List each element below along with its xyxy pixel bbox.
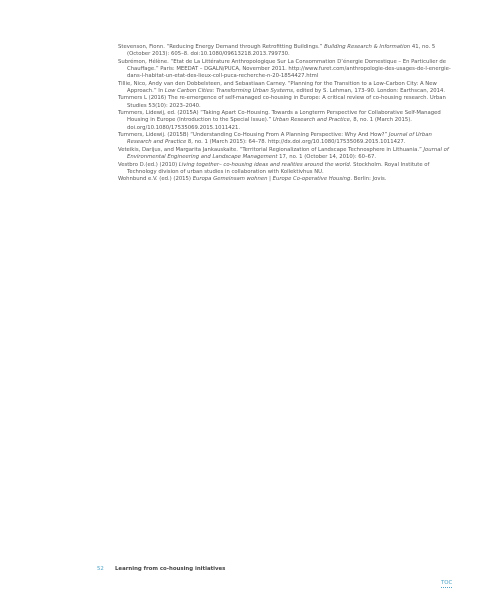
reference-entry: Tummers L (2016) The re-emergence of self-managed co-housing in Europe: A critical review of co-housing research. Urban Studies 53(10): 2023–2040.	[118, 95, 446, 109]
reference-entry: Subrémon, Hélène. “Etat de La Littérature Anthropologique Sur La Consommation D’énergie Domestique – En Particulier de Chauffage.” Paris: MEEDAT – DGALN/PUCA, November 2011. http://www.furet.com/anthropologie-des-usages-de-l-energie-dans-l-habitat-un-etat-des-lieux-coll-puca-recherche-n-20-1854427.html	[118, 58, 451, 80]
page-number: 52	[97, 566, 104, 572]
reference-list	[118, 44, 458, 184]
reference-entry: Veteikis, Darijus, and Margarita Jankauskaite. “Territorial Regionalization of Landscape Technosphere in Lithuania.” Journal of Environmental Engineering and Landscape Management 17, no. 1 (October 14, 2010): 60–67.	[118, 146, 449, 161]
reference-entry: Stevenson, Fionn. “Reducing Energy Demand through Retrofitting Buildings.” Building Research & Information 41, no. 5 (October 2013): 605–8. doi:10.1080/09613218.2013.799730.	[118, 44, 436, 58]
reference-entry: Wohnbund e.V. (ed.) (2015) Europa Gemeinsam wohnen | Europe Co-operative Housing. Berlin: Jovis.	[118, 176, 387, 183]
page-footer	[97, 566, 225, 573]
footer-title: Learning from co-housing initiatives	[115, 566, 226, 572]
reference-entry: Vestbro D.(ed.) (2010) Living together– co-housing ideas and realities around the world. Stockholm. Royal Institute of Technology division of urban studies in collaboration with Kollektivhus NU.	[118, 161, 430, 175]
reference-entry: Tummers, Lidewij. (2015B) “Understanding Co-Housing From A Planning Perspective: Why And How?” Journal of Urban Research and Practice 8, no. 1 (March 2015): 64–78. http://dx.doi.org/10.1080/17535069.2015.1011427.	[118, 132, 432, 146]
toc-link[interactable]: TOC	[441, 580, 453, 586]
reference-entry: Tummers, Lidewij, ed. (2015A) “Taking Apart Co-Housing. Towards a Longterm Perspective for Collaborative Self-Managed Housing in Europe (Introduction to the Special Issue).” Urban Research and Practice, 8, no. 1 (March 2015). doi.org/10.1080/17535069.2015.1011421.	[118, 110, 441, 131]
reference-entry: Tillie, Nico, Andy van den Dobbelsteen, and Sebastiaan Carney. “Planning for the Transition to a Low-Carbon City: A New Approach.” In Low Carbon Cities: Transforming Urban Systems, edited by S. Lehman, 173–90. London: Earthscan, 2014.	[118, 80, 446, 95]
